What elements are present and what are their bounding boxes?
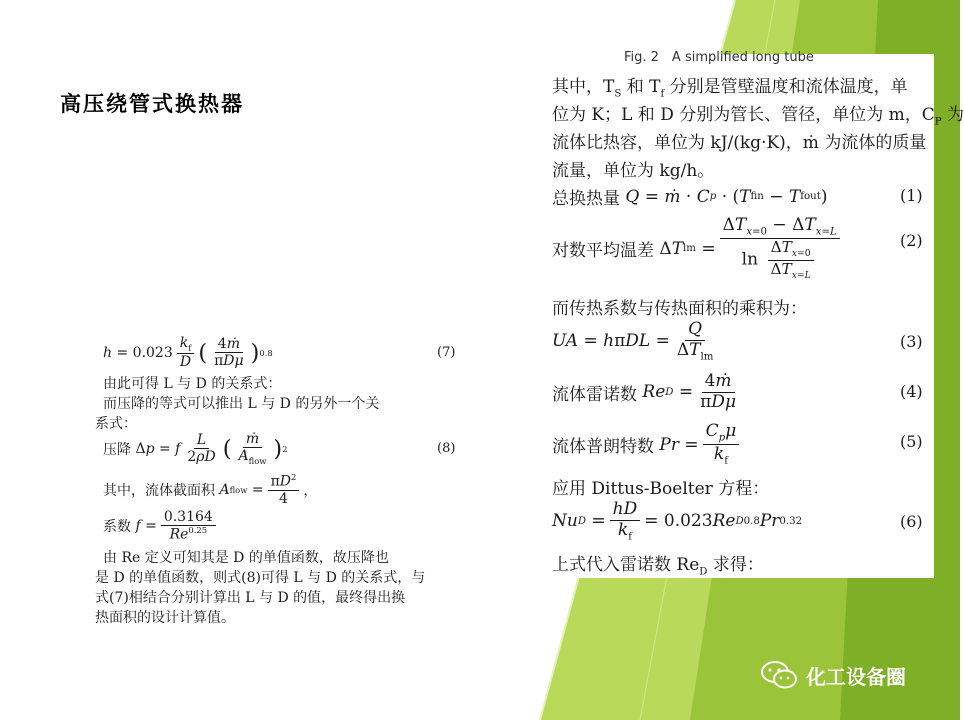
equation-3: UA = h π DL = $\frac{Q}{\Delta T_{lm}}$ (552, 319, 714, 362)
para-line: 上式代入雷诺数 $Re_D$ 求得： (552, 555, 764, 578)
equation-number: (5) (900, 432, 923, 451)
para-line: 系式： (95, 416, 137, 432)
para-line: 由此可得 L 与 D 的关系式： (103, 376, 282, 392)
para-line: 而传热系数与传热面积的乘积为： (552, 299, 807, 319)
equation-7: h = 0.023 $\frac{k_f}{D}$ ( $\frac{\text{4ṁ}}{\text{πDμ}}$ ) 0.8 (103, 335, 273, 371)
equation-6: Nu D = $\frac{hD}{k_f}$ = 0.023 Re D 0.8 Pr 0.32 (552, 499, 803, 542)
equation-2: 对数平均温差 Δ T lm = $\Delta T_{x=0} - \Delta T_{x=L}$ ln $\frac{\Delta T_{x=0}}{\Delta T_{x=L}}$ (552, 216, 844, 281)
slide-title: 高压绕管式换热器 (60, 92, 244, 116)
para-line: 式(7)相结合分别计算出 L 与 D 的值，最终得出换 (95, 590, 406, 606)
coefficient-equation: 系数 f = $\frac{0.3164}{Re^{0.25}}$ (103, 509, 220, 543)
equation-number: (7) (437, 345, 456, 360)
para-line: 其中，$T_S$ 和 $T_f$ 分别是管壁温度和流体温度，单 (552, 77, 908, 100)
para-line: 由 Re 定义可知其是 D 的单值函数，故压降也 (103, 550, 389, 566)
area-equation: 其中，流体截面积 A flow = $\frac{\pi D^2}{4}$ ， (103, 472, 318, 507)
right-document-panel (538, 50, 964, 578)
para-line: 是 D 的单值函数，则式(8)可得 L 与 D 的关系式，与 (95, 570, 426, 586)
para-line: 而压降的等式可以推出 L 与 D 的另外一个关 (103, 396, 380, 412)
para-line: 流体比热容，单位为 kJ/(kg·K)，ṁ 为流体的质量 (552, 133, 927, 153)
equation-number: (1) (900, 186, 923, 205)
equation-number: (2) (900, 231, 923, 250)
equation-8: 压降 Δ p = f $\frac{L}{2\rho D}$ ( $\frac{\text{ṁ}}{A_{flow}}$ ) 2 (103, 431, 288, 466)
equation-number: (8) (437, 441, 456, 456)
equation-4: 流体雷诺数 Re D = $\frac{\text{4ṁ}}{\text{πDμ}}$ (552, 371, 736, 412)
para-line: 流量，单位为 kg/h。 (552, 161, 715, 181)
equation-number: (6) (900, 512, 923, 531)
equation-5: 流体普朗特数 Pr = $\frac{C_p\mu}{k_f}$ (552, 422, 743, 467)
brand-name: 化工设备圈 (806, 664, 906, 689)
brand-watermark (760, 660, 906, 690)
equation-number: (4) (900, 382, 923, 401)
para-line: 热面积的设计计算值。 (95, 610, 235, 626)
equation-number: (3) (900, 332, 923, 351)
figure-caption: Fig. 2 A simplified long tube (624, 50, 814, 65)
para-line: 应用 Dittus-Boelter 方程： (552, 479, 770, 499)
wechat-icon (760, 660, 798, 690)
equation-1: 总换热量 Q = ṁ · C p · ( T fin − T fout ) (552, 186, 828, 209)
left-document-panel (95, 335, 480, 630)
para-line: 位为 K；L 和 D 分别为管长、管径，单位为 m，$C_P$ 为 (552, 105, 964, 128)
